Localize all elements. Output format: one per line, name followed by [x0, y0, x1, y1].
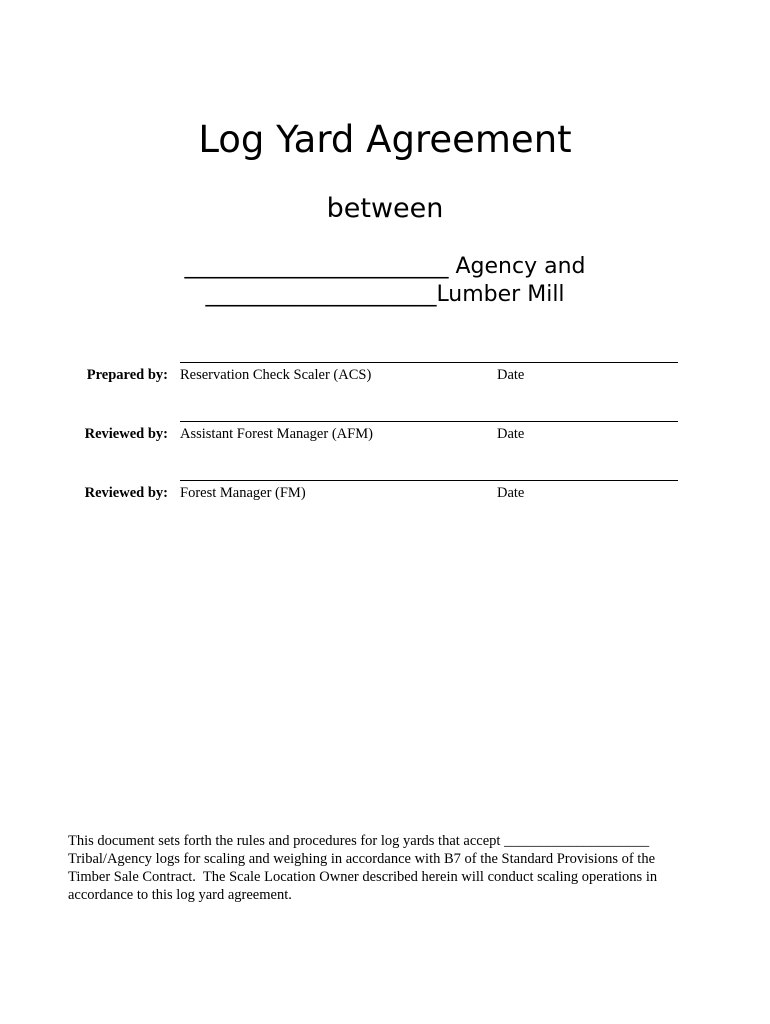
- signature-line-afm: [180, 421, 678, 422]
- signature-role-acs: Reservation Check Scaler (ACS): [180, 367, 372, 383]
- between-text: between: [326, 193, 444, 224]
- reviewed-by-label: Reviewed by:: [84, 485, 168, 501]
- signature-role-fm: Forest Manager (FM): [180, 485, 306, 501]
- agreement-intro-paragraph: [68, 832, 698, 904]
- agency-party-line: ________________________ Agency and: [184, 254, 586, 279]
- paragraph-line: accordance to this log yard agreement.: [68, 887, 292, 903]
- paragraph-line: Tribal/Agency logs for scaling and weighing in accordance with B7 of the Standard Provisions of the: [68, 851, 656, 867]
- paragraph-line: Timber Sale Contract. The Scale Location Owner described herein will conduct scaling operations in: [68, 869, 658, 885]
- reviewed-by-label: Reviewed by:: [84, 426, 168, 442]
- signature-date-afm: Date: [497, 426, 525, 442]
- paragraph-line: This document sets forth the rules and procedures for log yards that accept ____________________: [68, 833, 650, 849]
- signature-line-acs: [180, 362, 678, 363]
- prepared-by-label: Prepared by:: [86, 367, 168, 383]
- signature-role-afm: Assistant Forest Manager (AFM): [180, 426, 373, 442]
- lumber-mill-party-line: _____________________Lumber Mill: [205, 282, 565, 307]
- document-title: Log Yard Agreement: [198, 118, 572, 161]
- signature-date-fm: Date: [497, 485, 525, 501]
- signature-line-fm: [180, 480, 678, 481]
- signature-date-acs: Date: [497, 367, 525, 383]
